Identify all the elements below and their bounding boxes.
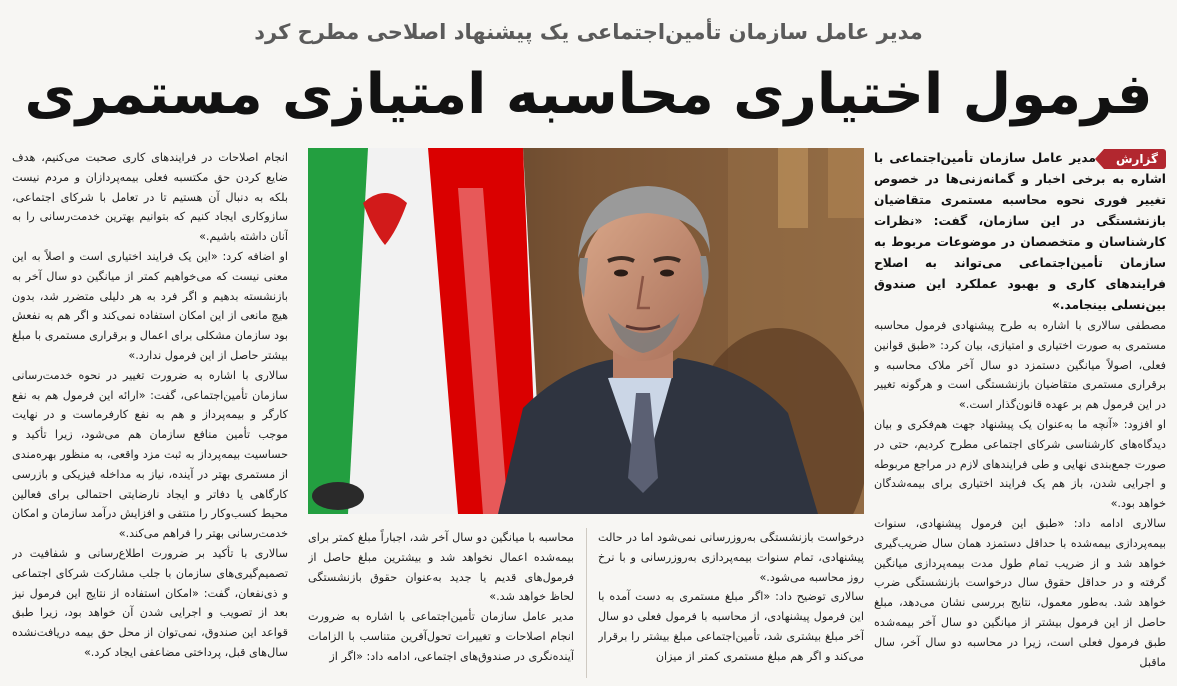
article-lead [874,148,1166,316]
paragraph: مدیر عامل سازمان تأمین‌اجتماعی با اشاره به ضرورت انجام اصلاحات و تغییرات تحول‌آفرین متناسب با الزامات آینده‌نگری در صندوق‌های اجتماعی، ادامه داد: «اگر از [308,610,574,663]
article-kicker: مدیر عامل سازمان تأمین‌اجتماعی یک پیشنهاد اصلاحی مطرح کرد [254,20,923,44]
column-left [12,148,288,678]
article-photo [308,148,864,514]
paragraph: درخواست بازنشستگی به‌روزرسانی نمی‌شود اما در حالت پیشنهادی، تمام سنوات بیمه‌پردازی به‌روزرسانی و با نرخ روز محاسبه می‌شود.» [598,531,864,584]
column-divider [586,528,587,678]
paragraph: سالاری با تأکید بر ضرورت اطلاع‌رسانی و شفافیت در تصمیم‌گیری‌های سازمان با جلب مشارکت شرکای اجتماعی و ذی‌نفعان، گفت: «امکان استفاده از نتایج این فرمول نیز بعد از تصویب و اجرایی شدن آن خواهد بود، زیرا طبق قواعد این صندوق، نمی‌توان از محل حق بیمه دریافت‌نشده سال‌های قبل، پرداختی مضاعفی ایجاد کرد.» [12,546,288,659]
column-middle-right [598,528,864,678]
paragraph: سالاری توضیح داد: «اگر مبلغ مستمری به دست آمده با این فرمول پیشنهادی، از محاسبه با فرمول فعلی دو سال آخر مبلغ بیشتری شد، تأمین‌اجتماعی مبلغ بیشتر را برقرار می‌کند و اگر هم مبلغ مستمری کمتر از میزان [598,590,864,663]
lead-text: مدیر عامل سازمان تأمین‌اجتماعی با اشاره به برخی اخبار و گمانه‌زنی‌ها در خصوص تغییر فوری نحوه محاسبه مستمری متقاضیان بازنشستگی در این سازمان، گفت: «نظرات کارشناسان و متخصصان در موضوعات مربوط به سازمان تأمین‌اجتماعی می‌تواند به اصلاح فرایندهای کاری و بهبود عملکرد این صندوق بین‌نسلی بینجامد.» [874,151,1166,312]
paragraph: مصطفی سالاری با اشاره به طرح پیشنهادی فرمول محاسبه مستمری به صورت اختیاری و امتیازی، بیان کرد: «طبق قوانین فعلی، اصولاً میانگین دستمزد دو سال آخر ملاک محاسبه و برقراری مستمری متقاضیان بازنشستگی است و هرگونه تغییر در این فرمول هم بر عهده قانون‌گذار است.» [874,319,1166,412]
column-middle-left [308,528,574,678]
paragraph: انجام اصلاحات در فرایندهای کاری صحبت می‌کنیم، هدف ضایع کردن حق مکتسبه فعلی بیمه‌پردازان و مردم نیست بلکه به دنبال آن هستیم تا در تعامل با شرکای اجتماعی، سازوکاری ایجاد کنیم که بتوانیم بهترین خدمت‌رسانی را به آنان داشته باشیم.» [12,151,288,244]
paragraph: او افزود: «آنچه ما به‌عنوان یک پیشنهاد جهت هم‌فکری و بیان دیدگاه‌های کارشناسی شرکای اجتماعی مطرح کردیم، حتی در صورت جمع‌بندی نهایی و طی فرایندهای لازم در مراجع مربوطه و اجرایی شدن، باز هم یک فرایند اختیاری برای بیمه‌شدگان خواهد بود.» [874,417,1166,511]
portrait-illustration [308,148,864,514]
paragraph: سالاری با اشاره به ضرورت تغییر در نحوه خدمت‌رسانی سازمان تأمین‌اجتماعی، گفت: «ارائه این فرمول هم به نفع کارگر و بیمه‌پرداز و هم به نفع کارفرماست و در نهایت موجب تأمین منافع سازمان هم می‌شود، زیرا تأکید و حساسیت بیمه‌پرداز به ثبت مزد واقعی، به منظور بهره‌مندی از مستمری بهتر در آینده، نیاز به مداخله فیزیکی و بازرسی کارگاهی یا دفاتر و ایجاد نارضایتی احتمالی برای فعالین محیط کسب‌وکار را منتفی و افزایش درآمد سازمان و امکان خدمت‌رسانی بهتر را فراهم می‌کند.» [12,368,288,541]
paragraph: محاسبه با میانگین دو سال آخر شد، اجباراً مبلغ کمتر برای بیمه‌شده اعمال نخواهد شد و بیشترین مبلغ حاصل از فرمول‌های قدیم یا جدید به‌عنوان حقوق بازنشستگی لحاظ خواهد شد.» [308,531,574,604]
report-badge: گزارش [1104,149,1166,169]
article-headline: فرمول اختیاری محاسبه امتیازی مستمری [24,62,1153,127]
microphone [312,482,364,510]
paragraph: او اضافه کرد: «این یک فرایند اختیاری است و اصلاً به این معنی نیست که می‌خواهیم کمتر از میانگین دو سال آخر به بازنشسته بدهیم و اگر فرد به هر دلیلی متضرر شد، بدون هیچ مانعی از این امکان استفاده نمی‌کند و اگر هم به نفعش بود سازمان مشکلی برای اعمال و برقراری مستمری با مبلغ بیشتر حاصل از این فرمول ندارد.» [12,249,288,362]
paragraph: سالاری ادامه داد: «طبق این فرمول پیشنهادی، سنوات بیمه‌پردازی بیمه‌شده با حداقل دستمزد همان سال ضریب‌گیری خواهد شد و از ضریب تمام طول مدت بیمه‌پردازی میانگین گرفته و در حداقل حقوق سال درخواست بازنشستگی ضرب خواهد شد. به‌طور معمول، نتایج بررسی نشان می‌دهد، مبلغ حاصل از این فرمول بیشتر از میانگین دو سال آخر بیمه‌شده طبق فرمول فعلی است، زیرا در محاسبه دو سال آخر، سال ماقبل [874,516,1166,669]
column-right [874,148,1166,678]
